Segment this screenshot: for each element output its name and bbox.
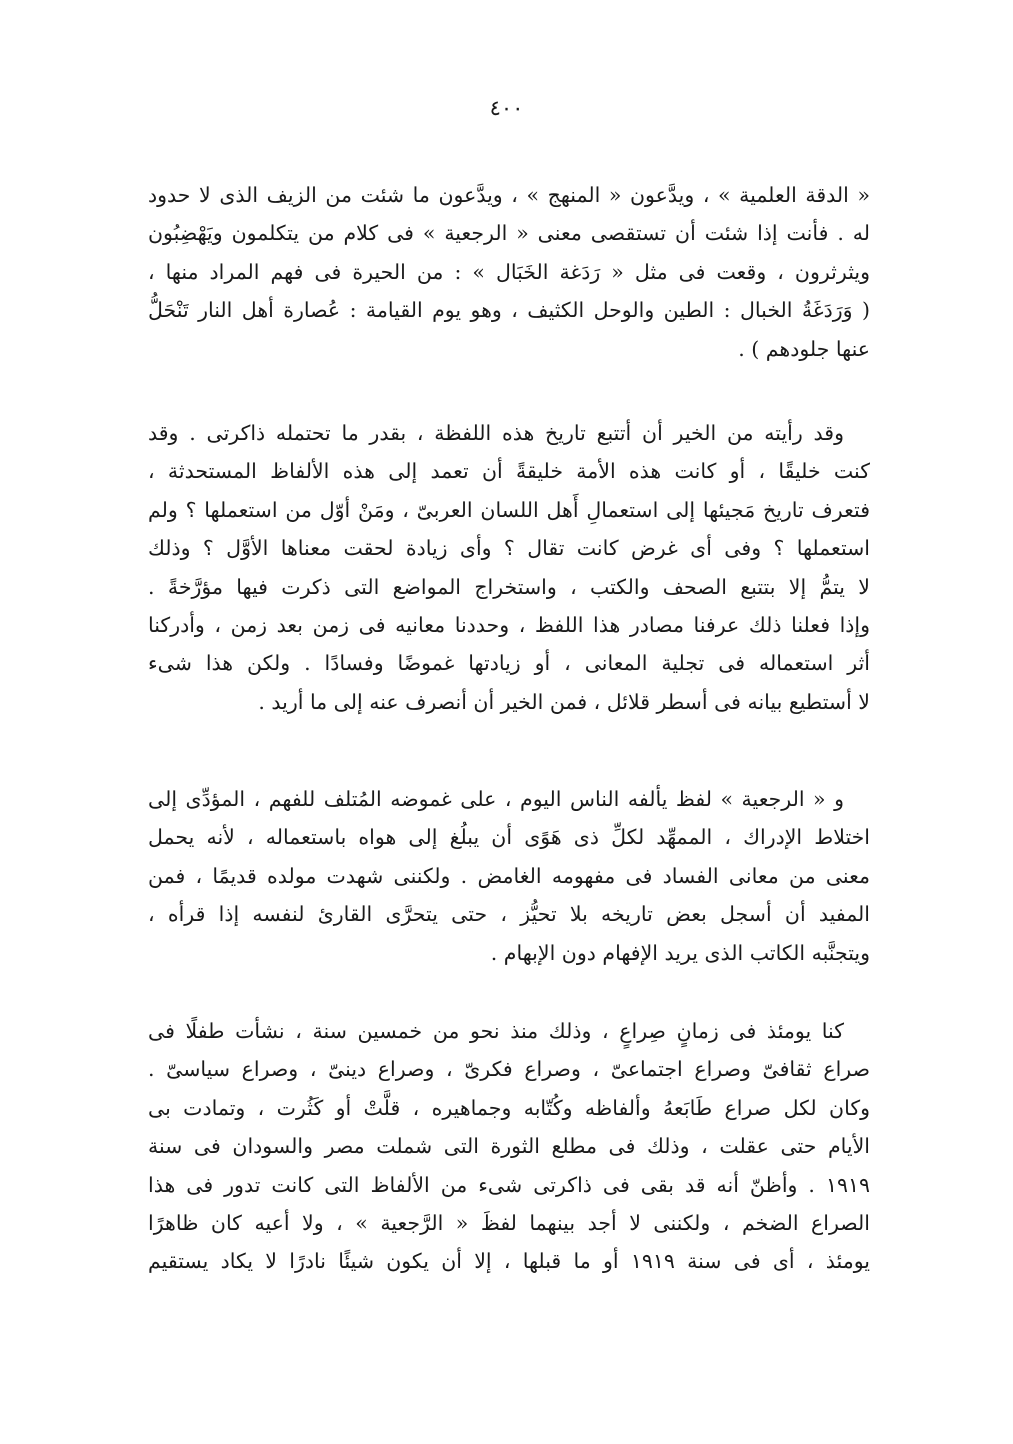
text-line: ويتجنَّبه الكاتب الذى يريد الإفهام دون الإبهام . <box>490 940 870 965</box>
text-line: له . فأنت إذا شئت أن تستقصى معنى « الرجعية » فى كلام من يتكلمون ويَهْضِبُون <box>148 221 870 246</box>
text-line: وكان لكل صراع طَابَعهُ وألفاظه وكُتّابه وجماهيره ، قلَّتْ أو كَثُرت ، وتمادت بى <box>148 1095 870 1120</box>
paragraph-1 <box>148 176 870 368</box>
text-line: ١٩١٩ . وأظنّ أنه قد بقى فى ذاكرتى شىء من الألفاظ التى كانت تدور فى هذا <box>148 1172 870 1197</box>
text-line: و « الرجعية » لفظ يألفه الناس اليوم ، على غموضه المُتلف للفهم ، المؤدِّى إلى <box>148 787 844 811</box>
text-line: وإذا فعلنا ذلك عرفنا مصادر هذا اللفظ ، وحددنا معانيه فى زمن بعد زمن ، وأدركنا <box>148 612 870 637</box>
paragraph-3 <box>148 780 870 972</box>
text-line: لا يتمُّ إلا بتتبع الصحف والكتب ، واستخراج المواضع التى ذكرت فيها مؤرَّخةً . <box>148 574 870 599</box>
text-line: « الدقة العلمية » ، ويدَّعون « المنهج » ، ويدَّعون ما شئت من الزيف الذى لا حدود <box>148 183 870 207</box>
text-line: لا أستطيع بيانه فى أسطر قلائل ، فمن الخير أن أنصرف عنه إلى ما أريد . <box>258 689 870 714</box>
text-line: معنى من معانى الفساد فى مفهومه الغامض . ولكننى شهدت مولده قديمًا ، فمن <box>148 863 870 888</box>
text-line: الأيام حتى عقلت ، وذلك فى مطلع الثورة التى شملت مصر والسودان فى سنة <box>148 1134 870 1159</box>
text-line: فتعرف تاريخ مَجيئها إلى استعمالِ أَهل اللسان العربىّ ، ومَنْ أوّل من استعملها ؟ ولم <box>148 497 870 522</box>
text-line: المفيد أن أسجل بعض تاريخه بلا تحيُّز ، حتى يتحرَّى القارئ لنفسه إذا قرأه ، <box>148 902 870 927</box>
text-line: وقد رأيته من الخير أن أتتبع تاريخ هذه اللفظة ، بقدر ما تحتمله ذاكرتى . وقد <box>148 421 844 445</box>
text-line: كنت خليقًا ، أو كانت هذه الأمة خليقةً أن تعمد إلى هذه الألفاظ المستحدثة ، <box>148 459 870 484</box>
text-line: عنها جلودهم ) . <box>738 336 870 361</box>
text-line: اختلاط الإدراك ، الممهِّد لكلِّ ذى هَوًى أن يبلُغ إلى هواه باستعماله ، لأنه يحمل <box>148 825 870 850</box>
text-line: استعملها ؟ وفى أى غرض كانت تقال ؟ وأى زيادة لحقت معناها الأوَّل ؟ وذلك <box>148 536 870 561</box>
text-line: أثر استعماله فى تجلية المعانى ، أو زيادتها غموضًا وفسادًا . ولكن هذا شىء <box>148 651 870 676</box>
text-line: يومئذ ، أى فى سنة ١٩١٩ أو ما قبلها ، إلا أن يكون شيئًا نادرًا لا يكاد يستقيم <box>148 1249 870 1274</box>
page-number: ٤٠٠ <box>489 96 524 120</box>
text-line: الصراع الضخم ، ولكننى لا أجد بينهما لفظَ « الرَّجعية » ، ولا أعيه كان ظاهرًا <box>148 1210 870 1235</box>
text-line: كنا يومئذ فى زمانٍ صِراعٍ ، وذلك منذ نحو من خمسين سنة ، نشأت طفلًا فى <box>148 1019 844 1043</box>
text-line: ويثرثرون ، وقعت فى مثل « رَدَغة الخَبَال » : من الحيرة فى فهم المراد منها ، <box>148 259 870 284</box>
text-line: ( وَرَدَغَةُ الخبال : الطين والوحل الكثيف ، وهو يوم القيامة : عُصارة أهل النار تَنْحَلُّ <box>148 298 870 323</box>
paragraph-4 <box>148 1012 870 1281</box>
text-line: صراع ثقافىّ وصراع اجتماعىّ ، وصراع فكرىّ ، وصراع دينىّ ، وصراع سياسىّ . <box>148 1057 870 1082</box>
paragraph-2 <box>148 414 870 721</box>
